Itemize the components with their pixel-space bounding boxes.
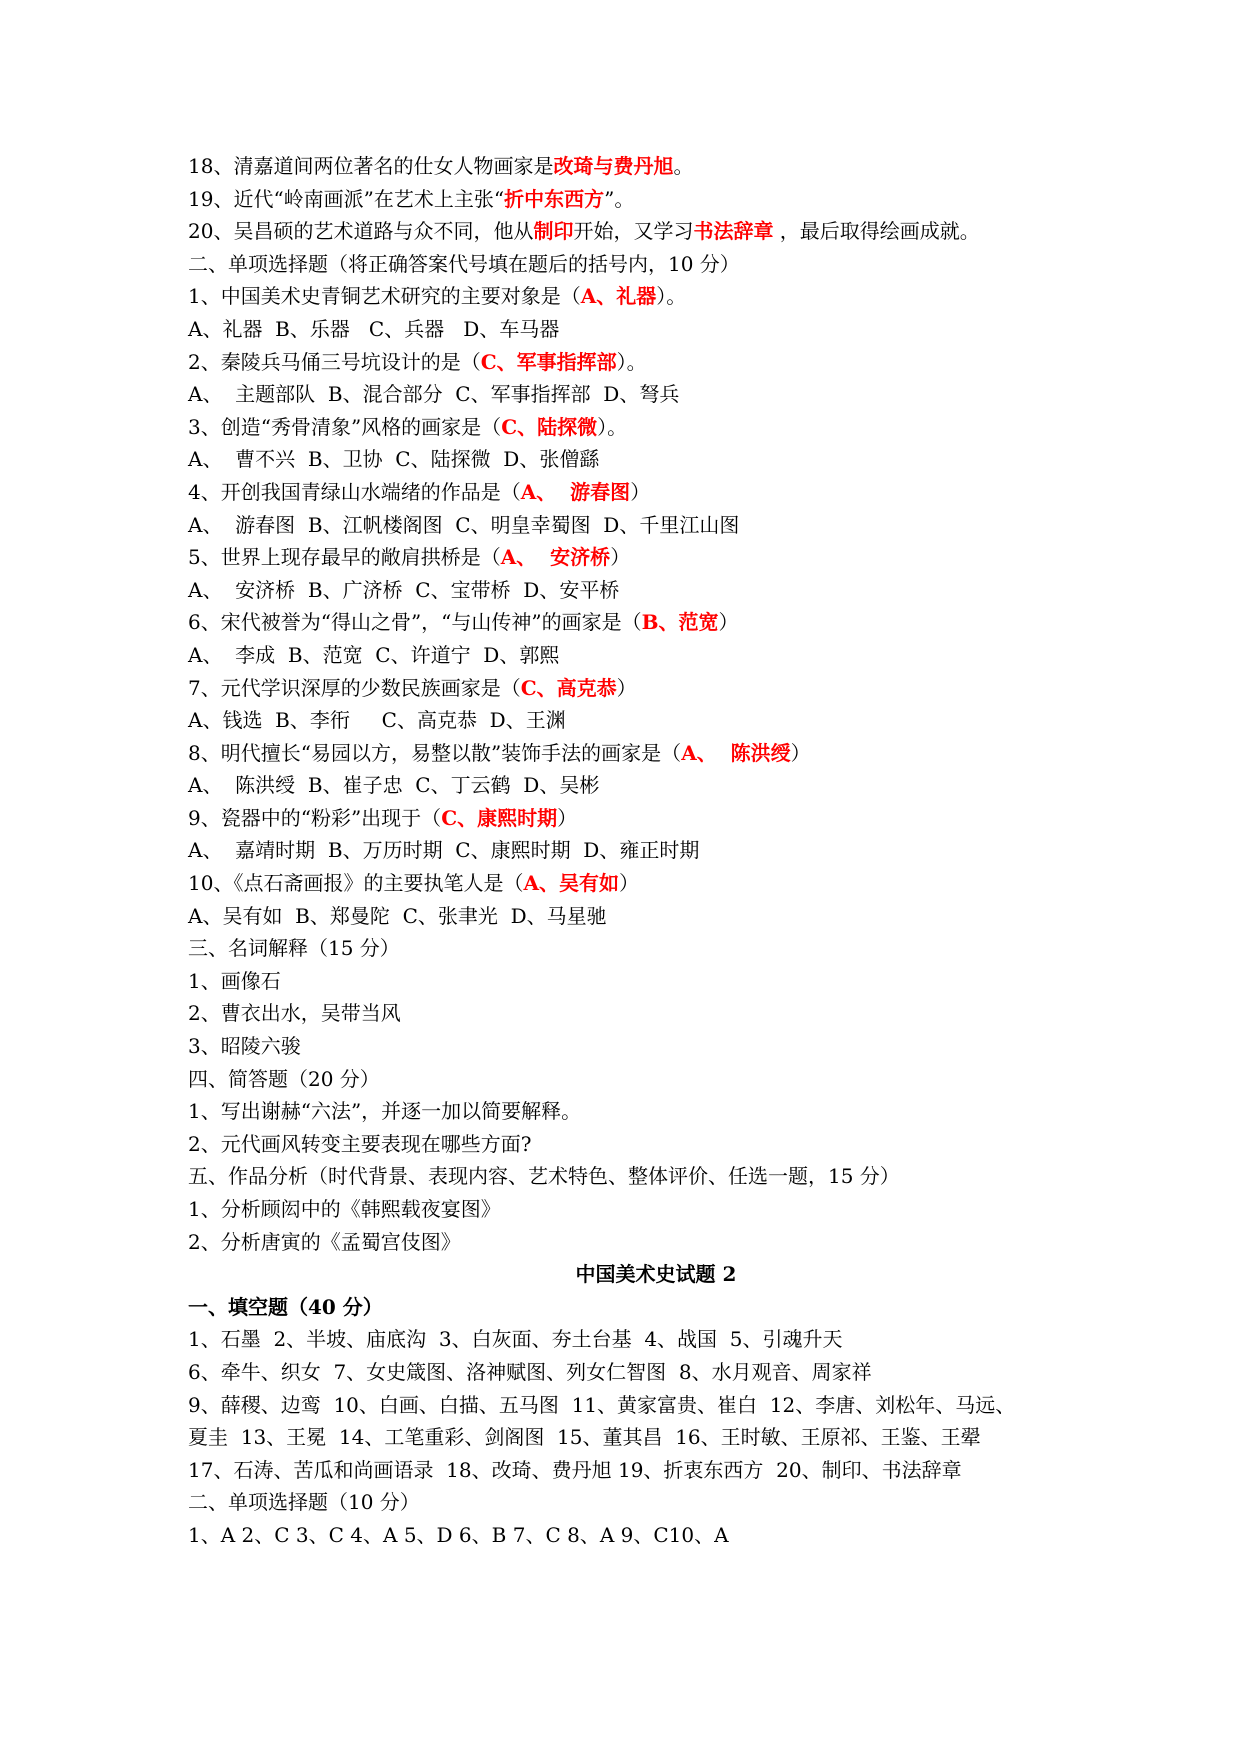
document-body	[188, 150, 1088, 1552]
question-text: ，最后取得绘画成就。	[773, 219, 980, 244]
question-text: 6、宋代被誉为“得山之骨”，“与山传神”的画家是（	[188, 610, 642, 635]
question-text: 19、近代“岭南画派”在艺术上主张“	[188, 186, 505, 211]
answer-text: A、吴有如	[523, 871, 619, 896]
answer-line-1: 1、石墨 2、半坡、庙底沟 3、白灰面、夯土台基 4、战国 5、引魂升天	[188, 1327, 843, 1352]
question-text: ”。	[604, 186, 635, 211]
question-text: ）	[610, 545, 631, 570]
exam-title: 中国美术史试题 2	[575, 1262, 737, 1287]
answer-text: A、 安济桥	[500, 545, 611, 570]
answer-line-5: 17、石涛、苦瓜和尚画语录 18、改琦、费丹旭 19、折衷东西方 20、制印、书法辞章	[188, 1457, 962, 1482]
question-text: ）	[616, 675, 637, 700]
answer-text: C、军事指挥部	[480, 349, 617, 374]
answer-text: A、 游春图	[520, 479, 631, 504]
answer-line-choice: 1、A 2、C 3、C 4、A 5、D 6、B 7、C 8、A 9、C10、A	[188, 1522, 729, 1547]
analysis-item-1: 1、分析顾闳中的《韩熙载夜宴图》	[188, 1197, 501, 1221]
question-text: 。	[673, 154, 694, 178]
question-text: ）	[630, 479, 651, 504]
term-item-1: 1、画像石	[188, 968, 281, 993]
answer-heading-fill-blank: 一、填空题（40 分）	[188, 1294, 383, 1319]
fill-blank-18	[188, 150, 1088, 183]
choice-options-2: A、 主题部队 B、混合部分 C、军事指挥部 D、弩兵	[188, 382, 680, 407]
choice-options-5: A、 安济桥 B、广济桥 C、宝带桥 D、安平桥	[188, 577, 620, 602]
answer-text: 折中东西方	[504, 186, 605, 211]
fill-blank-19	[188, 183, 1088, 216]
choice-options-1: A、礼器 B、乐器 C、兵器 D、车马器	[188, 316, 560, 341]
choice-options-10: A、吴有如 B、郑曼陀 C、张聿光 D、马星驰	[188, 903, 607, 928]
answer-text: A、礼器	[580, 284, 657, 309]
answer-text: C、陆探微	[501, 414, 598, 439]
choice-question-8	[188, 737, 1088, 770]
answer-text: C、高克恭	[520, 675, 617, 700]
choice-question-9	[188, 802, 1088, 835]
question-text: ）	[718, 610, 739, 635]
choice-options-4: A、 游春图 B、江帆楼阁图 C、明皇幸蜀图 D、千里江山图	[188, 512, 740, 537]
question-text: ）	[618, 871, 639, 896]
question-text: 3、创造“秀骨清象”风格的画家是（	[188, 414, 502, 439]
choice-question-7	[188, 672, 1088, 705]
answer-text: B、范宽	[641, 610, 719, 635]
choice-options-3: A、 曹不兴 B、卫协 C、陆探微 D、张僧繇	[188, 447, 600, 472]
choice-question-5	[188, 541, 1088, 574]
choice-options-6: A、 李成 B、范宽 C、许道宁 D、郭熙	[188, 642, 560, 667]
question-text: 5、世界上现存最早的敞肩拱桥是（	[188, 545, 501, 570]
answer-line-3: 9、薛稷、边鸾 10、白画、白描、五马图 11、黄家富贵、崔白 12、李唐、刘松年、马远、	[188, 1392, 1016, 1417]
short-answer-item-2: 2、元代画风转变主要表现在哪些方面?	[188, 1131, 532, 1156]
choice-options-8: A、 陈洪绶 B、崔子忠 C、丁云鹤 D、吴彬	[188, 773, 600, 798]
answer-text: 书法辞章	[693, 219, 774, 244]
fill-blank-20	[188, 215, 1088, 248]
question-text: 20、吴昌硕的艺术道路与众不同，他从	[188, 219, 534, 244]
question-text: ）	[557, 805, 578, 830]
question-text: 9、瓷器中的“粉彩”出现于（	[188, 805, 442, 830]
question-text: ）	[790, 740, 811, 765]
choice-question-4	[188, 476, 1088, 509]
question-text: 18、清嘉道间两位著名的仕女人物画家是	[188, 154, 554, 178]
question-text: 2、秦陵兵马俑三号坑设计的是（	[188, 349, 481, 374]
analysis-item-2: 2、分析唐寅的《孟蜀宫伎图》	[188, 1229, 461, 1254]
question-text: ）。	[656, 284, 687, 309]
choice-question-1	[188, 280, 1088, 313]
answer-line-2: 6、牵牛、织女 7、女史箴图、洛神赋图、列女仁智图 8、水月观音、周家祥	[188, 1359, 872, 1384]
answer-text: C、康熙时期	[441, 805, 558, 830]
section-heading-terms: 三、名词解释（15 分）	[188, 936, 400, 961]
question-text: 8、明代擅长“易园以方，易整以散”装饰手法的画家是（	[188, 740, 682, 765]
answer-text: A、 陈洪绶	[681, 740, 791, 765]
question-text: ）。	[616, 349, 647, 374]
question-text: 10、《点石斋画报》的主要执笔人是（	[188, 871, 524, 896]
section-heading-choice: 二、单项选择题（将正确答案代号填在题后的括号内，10 分）	[188, 251, 740, 276]
choice-question-6	[188, 606, 1088, 639]
short-answer-item-1: 1、写出谢赫“六法”，并逐一加以简要解释。	[188, 1099, 582, 1124]
term-item-3: 3、昭陵六骏	[188, 1034, 301, 1059]
choice-question-3	[188, 411, 1088, 444]
question-text: 1、中国美术史青铜艺术研究的主要对象是（	[188, 284, 581, 309]
answer-line-4: 夏圭 13、王冕 14、工笔重彩、剑阁图 15、董其昌 16、王时敏、王原祁、王鉴、王翚	[188, 1425, 981, 1450]
answer-text: 制印	[533, 219, 574, 244]
choice-options-7: A、钱选 B、李衎 C、高克恭 D、王渊	[188, 708, 566, 733]
answer-text: 改琦与费丹旭	[553, 154, 674, 178]
section-heading-analysis: 五、作品分析（时代背景、表现内容、艺术特色、整体评价、任选一题，15 分）	[188, 1164, 900, 1189]
question-text: 4、开创我国青绿山水端绪的作品是（	[188, 479, 521, 504]
question-text: 7、元代学识深厚的少数民族画家是（	[188, 675, 521, 700]
answer-heading-choice: 二、单项选择题（10 分）	[188, 1490, 420, 1515]
question-text: 开始，又学习	[573, 219, 694, 244]
choice-question-2	[188, 346, 1088, 379]
choice-options-9: A、 嘉靖时期 B、万历时期 C、康熙时期 D、雍正时期	[188, 838, 700, 863]
section-heading-short-answer: 四、简答题（20 分）	[188, 1066, 380, 1091]
term-item-2: 2、曹衣出水，吴带当风	[188, 1001, 401, 1026]
question-text: ）。	[597, 414, 628, 439]
choice-question-10	[188, 867, 1088, 900]
